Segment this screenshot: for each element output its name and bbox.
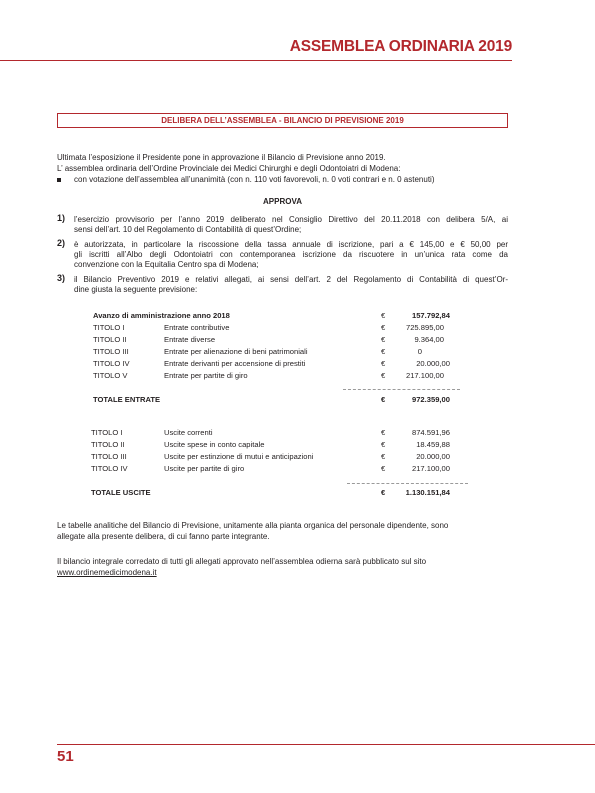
entrate-separator [343, 389, 460, 390]
item-1-line-2: sensi dell’art. 10 del Regolamento di Contabilità di quest’Ordine; [74, 225, 302, 235]
entrate-row-3-euro: € [381, 347, 386, 356]
entrate-row-3-desc: Entrate per alienazione di beni patrimoniali [164, 347, 308, 356]
totale-uscite-amount: 1.130.151,84 [405, 488, 450, 497]
item-2-text [74, 240, 508, 271]
item-1-text [74, 215, 508, 235]
entrate-row-4-desc: Entrate derivanti per accensione di prestiti [164, 359, 306, 368]
page-header-title: ASSEMBLEA ORDINARIA 2019 [289, 38, 512, 55]
totale-uscite-label: TOTALE USCITE [91, 488, 151, 497]
entrate-row-4-euro: € [381, 359, 386, 368]
item-3-number: 3) [57, 273, 66, 283]
entrate-row-1-titolo: TITOLO I [93, 323, 125, 332]
item-2-number: 2) [57, 238, 66, 248]
entrate-row-3-amount: 0 [417, 347, 422, 356]
item-3-text [74, 275, 508, 295]
totale-entrate-label: TOTALE ENTRATE [93, 395, 161, 404]
entrate-row-4-titolo: TITOLO IV [93, 359, 130, 368]
entrate-row-1-amount: 725.895,00 [405, 323, 444, 332]
website-link[interactable]: www.ordinemedicimodena.it [57, 568, 157, 577]
uscite-row-3-titolo: TITOLO III [91, 452, 127, 461]
entrate-row-2-euro: € [381, 335, 386, 344]
entrate-row-1-desc: Entrate contributive [164, 323, 230, 332]
uscite-row-3-desc: Uscite per estinzione di mutui e anticipazioni [164, 452, 314, 461]
entrate-row-5-amount: 217.100,00 [405, 371, 444, 380]
intro-line-2: L’ assemblea ordinaria dell’Ordine Provinciale dei Medici Chirurghi e degli Odontoiatri di Modena: [57, 164, 401, 173]
entrate-row-5-titolo: TITOLO V [93, 371, 128, 380]
uscite-separator [347, 483, 468, 484]
entrate-row-5-euro: € [381, 371, 386, 380]
uscite-row-4-desc: Uscite per partite di giro [164, 464, 245, 473]
item-2-line-2: gli iscritti all’Albo degli Odontoiatri con contemporanea iscrizione da riscuotere in un’unica rata come da [74, 250, 508, 260]
uscite-row-4-euro: € [381, 464, 386, 473]
uscite-row-3-euro: € [381, 452, 386, 461]
item-1-line-1: l’esercizio provvisorio per l’anno 2019 deliberato nel Consiglio Direttivo del 20.11.2018 con delibera 5/A, ai [74, 215, 508, 224]
bullet-square-icon [57, 178, 61, 182]
avanzo-label: Avanzo di amministrazione anno 2018 [93, 311, 230, 320]
totale-uscite-euro: € [381, 488, 386, 497]
entrate-row-1-euro: € [381, 323, 386, 332]
closing-p1-line-2: allegate alla presente delibera, di cui fanno parte integrante. [57, 532, 270, 541]
entrate-row-2-desc: Entrate diverse [164, 335, 216, 344]
item-3-line-2: dine giusta la seguente previsione: [74, 285, 198, 295]
entrate-row-2-amount: 9.364,00 [414, 335, 444, 344]
uscite-row-1-euro: € [381, 428, 386, 437]
uscite-row-4-titolo: TITOLO IV [91, 464, 128, 473]
uscite-row-1-amount: 874.591,96 [411, 428, 450, 437]
avanzo-euro: € [381, 311, 386, 320]
uscite-row-2-amount: 18.459,88 [416, 440, 450, 449]
uscite-row-1-desc: Uscite correnti [164, 428, 213, 437]
header-rule [0, 60, 512, 61]
uscite-row-2-desc: Uscite spese in conto capitale [164, 440, 265, 449]
item-3-line-1: il Bilancio Preventivo 2019 e relativi allegati, ai sensi dell’art. 2 del Regolamento di Contabilità di quest’Or- [74, 275, 508, 284]
item-2-line-3: convenzione con la Equitalia Centro spa di Modena; [74, 260, 259, 270]
entrate-row-5-desc: Entrate per partite di giro [164, 371, 248, 380]
uscite-row-1-titolo: TITOLO I [91, 428, 123, 437]
intro-line-1: Ultimata l’esposizione il Presidente pone in approvazione il Bilancio di Previsione anno 2019. [57, 153, 386, 162]
avanzo-amount: 157.792,84 [411, 311, 450, 320]
uscite-row-2-euro: € [381, 440, 386, 449]
uscite-row-3-amount: 20.000,00 [416, 452, 450, 461]
entrate-row-3-titolo: TITOLO III [93, 347, 129, 356]
approva-heading: APPROVA [263, 197, 302, 206]
footer-rule [57, 744, 595, 745]
entrate-row-2-titolo: TITOLO II [93, 335, 127, 344]
page-number: 51 [57, 748, 74, 765]
uscite-row-4-amount: 217.100,00 [411, 464, 450, 473]
closing-p1-line-1: Le tabelle analitiche del Bilancio di Previsione, unitamente alla pianta organica del personale dipendente, sono [57, 521, 449, 530]
totale-entrate-euro: € [381, 395, 386, 404]
intro-bullet-text: con votazione dell’assemblea all’unanimità (con n. 110 voti favorevoli, n. 0 voti contrari e n. 0 astenuti) [74, 175, 435, 184]
totale-entrate-amount: 972.359,00 [411, 395, 450, 404]
item-1-number: 1) [57, 213, 66, 223]
entrate-row-4-amount: 20.000,00 [416, 359, 450, 368]
closing-p2-line-1: Il bilancio integrale corredato di tutti gli allegati approvato nell’assemblea odierna sarà pubblicato sul sito [57, 557, 427, 566]
uscite-row-2-titolo: TITOLO II [91, 440, 125, 449]
section-title-box: DELIBERA DELL’ASSEMBLEA - BILANCIO DI PREVISIONE 2019 [57, 113, 508, 128]
item-2-line-1: è autorizzata, in particolare la riscossione della tassa annuale di iscrizione, pari a € 145,00 e € 50,00 per [74, 240, 508, 249]
